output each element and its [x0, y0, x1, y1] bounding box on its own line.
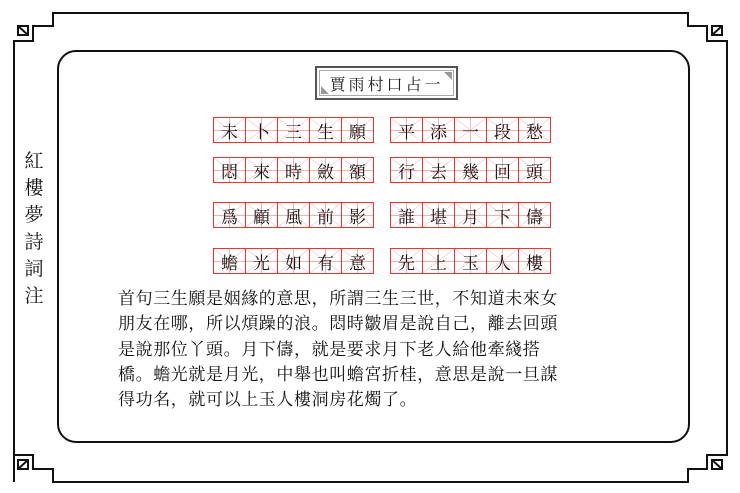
- grid-cell: [310, 203, 342, 227]
- grid-cell: [519, 249, 550, 273]
- grid-cell: [519, 203, 550, 227]
- poem-char: 來: [253, 162, 270, 183]
- poem-line-left: [213, 117, 374, 143]
- grid-cell: [278, 249, 310, 273]
- poem-char: 儔: [526, 207, 543, 228]
- commentary-line: 得功名，就可以上玉人樓洞房花燭了。: [118, 390, 418, 411]
- grid-cell: [391, 118, 423, 142]
- grid-cell: [246, 158, 278, 182]
- poem-char: 爲: [221, 207, 238, 228]
- grid-cell: [278, 203, 310, 227]
- grid-cell: [278, 118, 310, 142]
- poem-char: 光: [253, 253, 270, 274]
- poem-char: 添: [430, 122, 447, 143]
- poem-title-text: 賈雨村口占一: [329, 74, 444, 94]
- side-title-char: 注: [24, 285, 44, 307]
- grid-cell: [519, 118, 550, 142]
- poem-char: 斂: [317, 162, 334, 183]
- poem-char: 先: [398, 253, 415, 274]
- poem-char: 幾: [462, 162, 479, 183]
- poem-char: 願: [349, 122, 366, 143]
- poem-char: 風: [285, 207, 302, 228]
- grid-cell: [214, 158, 246, 182]
- poem-char: 蟾: [221, 253, 238, 274]
- poem-char: 下: [494, 207, 511, 228]
- corner-ornament-icon: [321, 86, 329, 94]
- grid-cell: [278, 158, 310, 182]
- poem-char: 三: [285, 122, 302, 143]
- grid-cell: [487, 118, 519, 142]
- poem-char: 去: [430, 162, 447, 183]
- poem-char: 行: [398, 162, 415, 183]
- grid-cell: [487, 203, 519, 227]
- poem-line-right: [390, 248, 551, 274]
- side-title-char: 紅: [24, 150, 44, 172]
- grid-cell: [214, 118, 246, 142]
- poem-char: 影: [349, 207, 366, 228]
- poem-char: 悶: [221, 162, 238, 183]
- grid-cell: [423, 158, 455, 182]
- grid-cell: [246, 203, 278, 227]
- poem-char: 如: [285, 253, 302, 274]
- grid-cell: [310, 158, 342, 182]
- grid-cell: [455, 203, 487, 227]
- poem-char: 堪: [430, 207, 447, 228]
- grid-cell: [214, 249, 246, 273]
- poem-char: 愁: [526, 122, 543, 143]
- poem-char: 未: [221, 122, 238, 143]
- poem-char: 玉: [462, 253, 479, 274]
- commentary-line: 首句三生願是姻緣的意思，所謂三生三世，不知道未來女: [118, 289, 558, 309]
- poem-title: [315, 66, 458, 100]
- grid-cell: [310, 249, 342, 273]
- grid-cell: [391, 249, 423, 273]
- grid-cell: [455, 158, 487, 182]
- grid-cell: [519, 158, 550, 182]
- poem-line-right: [390, 157, 551, 183]
- poem-char: 段: [494, 122, 511, 143]
- poem-line-left: [213, 202, 374, 228]
- side-title-char: 詩: [24, 231, 44, 253]
- side-title-char: 樓: [24, 177, 44, 199]
- commentary-line: 橋。蟾光就是月光，中舉也叫蟾宮折桂，意思是說一旦謀: [118, 364, 558, 385]
- grid-cell: [455, 249, 487, 273]
- poem-char: 額: [349, 162, 366, 183]
- grid-cell: [455, 118, 487, 142]
- grid-cell: [246, 118, 278, 142]
- grid-cell: [487, 158, 519, 182]
- grid-cell: [342, 249, 373, 273]
- poem-line-right: [390, 202, 551, 228]
- commentary-line: 朋友在哪，所以煩躁的浪。悶時皺眉是說自己，離去回頭: [118, 314, 558, 335]
- grid-cell: [391, 158, 423, 182]
- poem-char: 卜: [253, 122, 270, 143]
- grid-cell: [391, 203, 423, 227]
- poem-line-left: [213, 248, 374, 274]
- grid-cell: [487, 249, 519, 273]
- grid-cell: [423, 118, 455, 142]
- poem-char: 回: [494, 162, 511, 183]
- commentary: [118, 287, 658, 413]
- poem-char: 誰: [398, 207, 415, 228]
- poem-line-left: [213, 157, 374, 183]
- grid-cell: [246, 249, 278, 273]
- corner-ornament-icon: [444, 72, 452, 80]
- poem-char: 上: [430, 253, 447, 274]
- poem-char: 一: [462, 122, 479, 143]
- poem-char: 有: [317, 253, 334, 274]
- poem-char: 生: [317, 122, 334, 143]
- grid-cell: [342, 203, 373, 227]
- poem-char: 月: [462, 207, 479, 228]
- side-title-char: 詞: [24, 258, 44, 280]
- poem-char: 前: [317, 207, 334, 228]
- grid-cell: [214, 203, 246, 227]
- poem-char: 頭: [526, 162, 543, 183]
- poem-char: 時: [285, 162, 302, 183]
- grid-cell: [310, 118, 342, 142]
- grid-cell: [423, 203, 455, 227]
- side-title-char: 夢: [24, 204, 44, 226]
- grid-cell: [342, 118, 373, 142]
- grid-cell: [423, 249, 455, 273]
- poem-char: 平: [398, 122, 415, 143]
- commentary-line: 是說那位丫頭。月下儔，就是要求月下老人給他牽綫搭: [118, 339, 541, 360]
- grid-cell: [342, 158, 373, 182]
- poem-line-right: [390, 117, 551, 143]
- side-title: [22, 148, 46, 310]
- poem-char: 意: [349, 253, 366, 274]
- poem-char: 顧: [253, 207, 270, 228]
- poem-char: 人: [494, 253, 511, 274]
- poem-char: 樓: [526, 253, 543, 274]
